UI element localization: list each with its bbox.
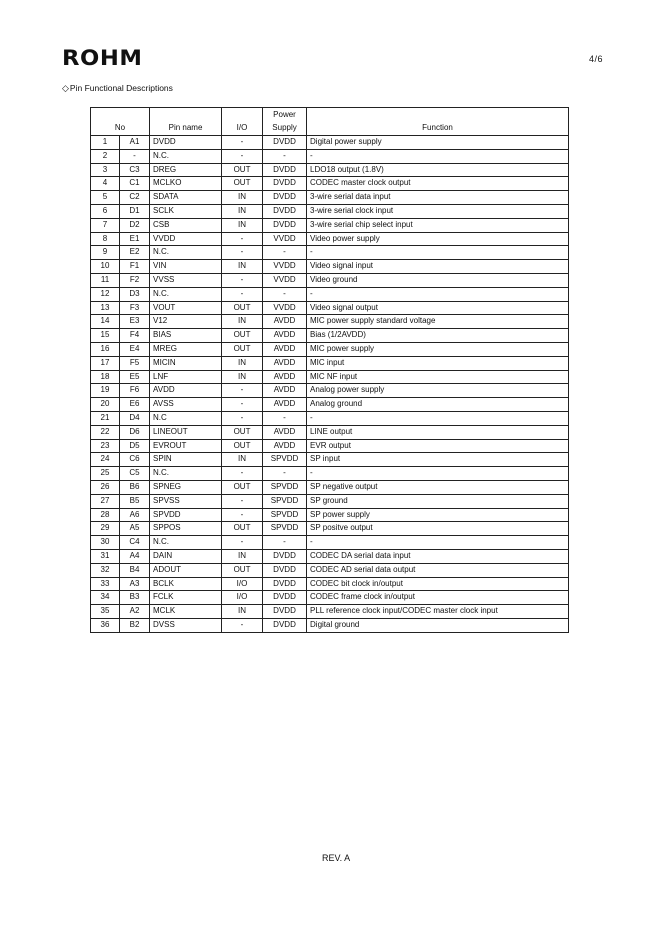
rohm-logo: ROHM <box>62 46 143 70</box>
power-supply: DVDD <box>263 577 307 591</box>
io-type: OUT <box>222 563 263 577</box>
io-type: - <box>222 508 263 522</box>
ball-position: E6 <box>120 398 150 412</box>
power-supply: DVDD <box>263 136 307 150</box>
pin-name: V12 <box>150 315 222 329</box>
pin-number: 35 <box>91 605 120 619</box>
pin-function: CODEC AD serial data output <box>307 563 569 577</box>
pin-name: DREG <box>150 163 222 177</box>
ball-position: C1 <box>120 177 150 191</box>
ball-position: C5 <box>120 467 150 481</box>
ball-position: C4 <box>120 536 150 550</box>
power-supply: SPVDD <box>263 453 307 467</box>
ball-position: D3 <box>120 287 150 301</box>
table-row <box>91 508 569 522</box>
io-type: OUT <box>222 425 263 439</box>
table-row <box>91 356 569 370</box>
pin-function: EVR output <box>307 439 569 453</box>
power-supply: AVDD <box>263 398 307 412</box>
pin-function: LINE output <box>307 425 569 439</box>
ball-position: D4 <box>120 411 150 425</box>
io-type: I/O <box>222 577 263 591</box>
pin-function: - <box>307 149 569 163</box>
power-supply: VVDD <box>263 273 307 287</box>
table-row <box>91 301 569 315</box>
pin-number: 16 <box>91 342 120 356</box>
ball-position: A5 <box>120 522 150 536</box>
pin-name: AVDD <box>150 384 222 398</box>
pin-number: 34 <box>91 591 120 605</box>
ball-position: C2 <box>120 191 150 205</box>
ball-position: B4 <box>120 563 150 577</box>
ball-position: C6 <box>120 453 150 467</box>
pin-function: MIC NF input <box>307 370 569 384</box>
power-supply: SPVDD <box>263 494 307 508</box>
io-type: OUT <box>222 439 263 453</box>
power-supply: SPVDD <box>263 508 307 522</box>
pin-name: SPVSS <box>150 494 222 508</box>
power-supply: AVDD <box>263 342 307 356</box>
ball-position: E1 <box>120 232 150 246</box>
table-row <box>91 398 569 412</box>
revision-label: REV. A <box>322 853 351 863</box>
pin-number: 14 <box>91 315 120 329</box>
pin-name: MREG <box>150 342 222 356</box>
ball-position: A6 <box>120 508 150 522</box>
pin-name: DVDD <box>150 136 222 150</box>
pin-function: Digital ground <box>307 618 569 632</box>
pin-name: BIAS <box>150 329 222 343</box>
pin-number: 18 <box>91 370 120 384</box>
section-title-text: Pin Functional Descriptions <box>69 83 173 93</box>
pin-name: MCLK <box>150 605 222 619</box>
ball-position: E4 <box>120 342 150 356</box>
pin-function: Video power supply <box>307 232 569 246</box>
pin-function: PLL reference clock input/CODEC master clock input <box>307 605 569 619</box>
pin-name: DVSS <box>150 618 222 632</box>
io-type: OUT <box>222 163 263 177</box>
pin-number: 15 <box>91 329 120 343</box>
pin-number: 2 <box>91 149 120 163</box>
ball-position: D5 <box>120 439 150 453</box>
power-supply: DVDD <box>263 204 307 218</box>
table-row <box>91 563 569 577</box>
pin-name: SPIN <box>150 453 222 467</box>
pin-name: BCLK <box>150 577 222 591</box>
power-supply: - <box>263 411 307 425</box>
io-type: IN <box>222 370 263 384</box>
pin-number: 8 <box>91 232 120 246</box>
table-row <box>91 425 569 439</box>
pin-function: - <box>307 287 569 301</box>
pin-function: LDO18 output (1.8V) <box>307 163 569 177</box>
header-function: Function <box>307 108 569 136</box>
ball-position: D1 <box>120 204 150 218</box>
pin-name: DAIN <box>150 549 222 563</box>
pin-name: FCLK <box>150 591 222 605</box>
io-type: IN <box>222 605 263 619</box>
pin-name: N.C. <box>150 467 222 481</box>
header-power-line2: Supply <box>263 122 307 136</box>
pin-number: 29 <box>91 522 120 536</box>
pin-function: SP ground <box>307 494 569 508</box>
io-type: - <box>222 467 263 481</box>
power-supply: SPVDD <box>263 480 307 494</box>
pin-function: Video signal output <box>307 301 569 315</box>
header-no: No <box>91 108 150 136</box>
pin-name: ADOUT <box>150 563 222 577</box>
io-type: OUT <box>222 329 263 343</box>
pin-number: 12 <box>91 287 120 301</box>
power-supply: VVDD <box>263 260 307 274</box>
table-row <box>91 136 569 150</box>
table-row <box>91 536 569 550</box>
pin-function: SP positve output <box>307 522 569 536</box>
table-row <box>91 480 569 494</box>
ball-position: E2 <box>120 246 150 260</box>
io-type: - <box>222 494 263 508</box>
pin-number: 33 <box>91 577 120 591</box>
ball-position: A1 <box>120 136 150 150</box>
power-supply: DVDD <box>263 591 307 605</box>
pin-function: CODEC bit clock in/output <box>307 577 569 591</box>
pin-name: MCLKO <box>150 177 222 191</box>
io-type: OUT <box>222 522 263 536</box>
pin-number: 20 <box>91 398 120 412</box>
table-row <box>91 453 569 467</box>
table-row <box>91 163 569 177</box>
table-row <box>91 411 569 425</box>
pin-function: - <box>307 411 569 425</box>
table-row <box>91 315 569 329</box>
ball-position: D6 <box>120 425 150 439</box>
io-type: - <box>222 536 263 550</box>
io-type: OUT <box>222 301 263 315</box>
pin-name: VVSS <box>150 273 222 287</box>
power-supply: DVDD <box>263 618 307 632</box>
io-type: IN <box>222 218 263 232</box>
pin-name: VOUT <box>150 301 222 315</box>
pin-name: SCLK <box>150 204 222 218</box>
page-number: 4/6 <box>589 54 604 64</box>
header-io: I/O <box>222 108 263 136</box>
io-type: - <box>222 149 263 163</box>
io-type: IN <box>222 191 263 205</box>
ball-position: F4 <box>120 329 150 343</box>
pin-name: LINEOUT <box>150 425 222 439</box>
pin-number: 5 <box>91 191 120 205</box>
table-row <box>91 273 569 287</box>
io-type: - <box>222 232 263 246</box>
io-type: - <box>222 246 263 260</box>
ball-position: C3 <box>120 163 150 177</box>
io-type: - <box>222 398 263 412</box>
ball-position: B2 <box>120 618 150 632</box>
ball-position: F1 <box>120 260 150 274</box>
pin-number: 36 <box>91 618 120 632</box>
pin-number: 26 <box>91 480 120 494</box>
table-row <box>91 149 569 163</box>
ball-position: D2 <box>120 218 150 232</box>
pin-number: 19 <box>91 384 120 398</box>
ball-position: F5 <box>120 356 150 370</box>
io-type: I/O <box>222 591 263 605</box>
pin-name: N.C. <box>150 149 222 163</box>
pin-number: 9 <box>91 246 120 260</box>
pin-number: 3 <box>91 163 120 177</box>
io-type: OUT <box>222 480 263 494</box>
pin-number: 13 <box>91 301 120 315</box>
power-supply: AVDD <box>263 439 307 453</box>
pin-name: VIN <box>150 260 222 274</box>
pin-function: Analog power supply <box>307 384 569 398</box>
ball-position: - <box>120 149 150 163</box>
pin-number: 30 <box>91 536 120 550</box>
pin-number: 11 <box>91 273 120 287</box>
io-type: - <box>222 287 263 301</box>
power-supply: VVDD <box>263 232 307 246</box>
pin-name: N.C <box>150 411 222 425</box>
pin-function: MIC input <box>307 356 569 370</box>
table-row <box>91 591 569 605</box>
io-type: OUT <box>222 177 263 191</box>
pin-name: EVROUT <box>150 439 222 453</box>
table-row <box>91 605 569 619</box>
ball-position: A3 <box>120 577 150 591</box>
io-type: - <box>222 618 263 632</box>
pin-function: Digital power supply <box>307 136 569 150</box>
header-pin-name: Pin name <box>150 108 222 136</box>
ball-position: B5 <box>120 494 150 508</box>
pin-function: CODEC DA serial data input <box>307 549 569 563</box>
io-type: - <box>222 411 263 425</box>
pin-name: LNF <box>150 370 222 384</box>
pin-function: MIC power supply <box>307 342 569 356</box>
pin-number: 25 <box>91 467 120 481</box>
pin-function: CODEC frame clock in/output <box>307 591 569 605</box>
table-row <box>91 191 569 205</box>
pin-name: SPVDD <box>150 508 222 522</box>
pin-function: SP power supply <box>307 508 569 522</box>
pin-number: 1 <box>91 136 120 150</box>
ball-position: E5 <box>120 370 150 384</box>
power-supply: - <box>263 536 307 550</box>
power-supply: AVDD <box>263 425 307 439</box>
power-supply: DVDD <box>263 163 307 177</box>
ball-position: F6 <box>120 384 150 398</box>
io-type: - <box>222 384 263 398</box>
section-title <box>62 83 173 94</box>
pin-function: 3-wire serial data input <box>307 191 569 205</box>
power-supply: AVDD <box>263 356 307 370</box>
pin-number: 32 <box>91 563 120 577</box>
io-type: IN <box>222 549 263 563</box>
pin-number: 4 <box>91 177 120 191</box>
table-row <box>91 342 569 356</box>
table-row <box>91 204 569 218</box>
pin-name: SPPOS <box>150 522 222 536</box>
pin-function: Video ground <box>307 273 569 287</box>
ball-position: E3 <box>120 315 150 329</box>
table-row <box>91 549 569 563</box>
io-type: OUT <box>222 342 263 356</box>
power-supply: DVDD <box>263 191 307 205</box>
table-row <box>91 577 569 591</box>
table-row <box>91 467 569 481</box>
power-supply: - <box>263 246 307 260</box>
power-supply: AVDD <box>263 315 307 329</box>
pin-name: SPNEG <box>150 480 222 494</box>
ball-position: A2 <box>120 605 150 619</box>
power-supply: - <box>263 149 307 163</box>
header-power-line1: Power <box>263 108 307 123</box>
pin-number: 17 <box>91 356 120 370</box>
pin-function: SP negative output <box>307 480 569 494</box>
ball-position: B6 <box>120 480 150 494</box>
table-row <box>91 329 569 343</box>
io-type: IN <box>222 260 263 274</box>
pin-number: 7 <box>91 218 120 232</box>
ball-position: F3 <box>120 301 150 315</box>
diamond-icon: ◇ <box>62 83 69 93</box>
pin-number: 6 <box>91 204 120 218</box>
pin-function: MIC power supply standard voltage <box>307 315 569 329</box>
table-row <box>91 218 569 232</box>
power-supply: AVDD <box>263 329 307 343</box>
power-supply: AVDD <box>263 370 307 384</box>
pin-name: N.C. <box>150 536 222 550</box>
pin-name: VVDD <box>150 232 222 246</box>
pin-number: 23 <box>91 439 120 453</box>
table-row <box>91 522 569 536</box>
table-row <box>91 246 569 260</box>
pin-function: CODEC master clock output <box>307 177 569 191</box>
pin-number: 22 <box>91 425 120 439</box>
power-supply: DVDD <box>263 563 307 577</box>
ball-position: B3 <box>120 591 150 605</box>
pin-function: 3-wire serial clock input <box>307 204 569 218</box>
pin-function: Bias (1/2AVDD) <box>307 329 569 343</box>
pin-name: SDATA <box>150 191 222 205</box>
pin-function: - <box>307 467 569 481</box>
power-supply: - <box>263 467 307 481</box>
table-row <box>91 370 569 384</box>
pin-function: Video signal input <box>307 260 569 274</box>
table-row <box>91 384 569 398</box>
ball-position: F2 <box>120 273 150 287</box>
pin-number: 28 <box>91 508 120 522</box>
pin-number: 31 <box>91 549 120 563</box>
table-row <box>91 439 569 453</box>
pin-name: MICIN <box>150 356 222 370</box>
io-type: IN <box>222 453 263 467</box>
table-row <box>91 287 569 301</box>
power-supply: - <box>263 287 307 301</box>
pin-function: - <box>307 536 569 550</box>
pin-number: 27 <box>91 494 120 508</box>
table-row <box>91 618 569 632</box>
table-row <box>91 260 569 274</box>
power-supply: SPVDD <box>263 522 307 536</box>
io-type: IN <box>222 356 263 370</box>
pin-function: - <box>307 246 569 260</box>
ball-position: A4 <box>120 549 150 563</box>
pin-function: 3-wire serial chip select input <box>307 218 569 232</box>
table-row <box>91 232 569 246</box>
pin-name: AVSS <box>150 398 222 412</box>
pin-function: SP input <box>307 453 569 467</box>
pin-name: N.C. <box>150 246 222 260</box>
pin-number: 21 <box>91 411 120 425</box>
pin-name: CSB <box>150 218 222 232</box>
pin-rows <box>91 136 569 633</box>
pin-description-table <box>90 107 569 633</box>
pin-function: Analog ground <box>307 398 569 412</box>
power-supply: DVDD <box>263 177 307 191</box>
pin-number: 24 <box>91 453 120 467</box>
table-row <box>91 494 569 508</box>
io-type: - <box>222 136 263 150</box>
pin-name: N.C. <box>150 287 222 301</box>
pin-number: 10 <box>91 260 120 274</box>
io-type: IN <box>222 204 263 218</box>
table-row <box>91 177 569 191</box>
power-supply: DVDD <box>263 218 307 232</box>
io-type: IN <box>222 315 263 329</box>
io-type: - <box>222 273 263 287</box>
power-supply: DVDD <box>263 605 307 619</box>
power-supply: AVDD <box>263 384 307 398</box>
power-supply: DVDD <box>263 549 307 563</box>
power-supply: VVDD <box>263 301 307 315</box>
